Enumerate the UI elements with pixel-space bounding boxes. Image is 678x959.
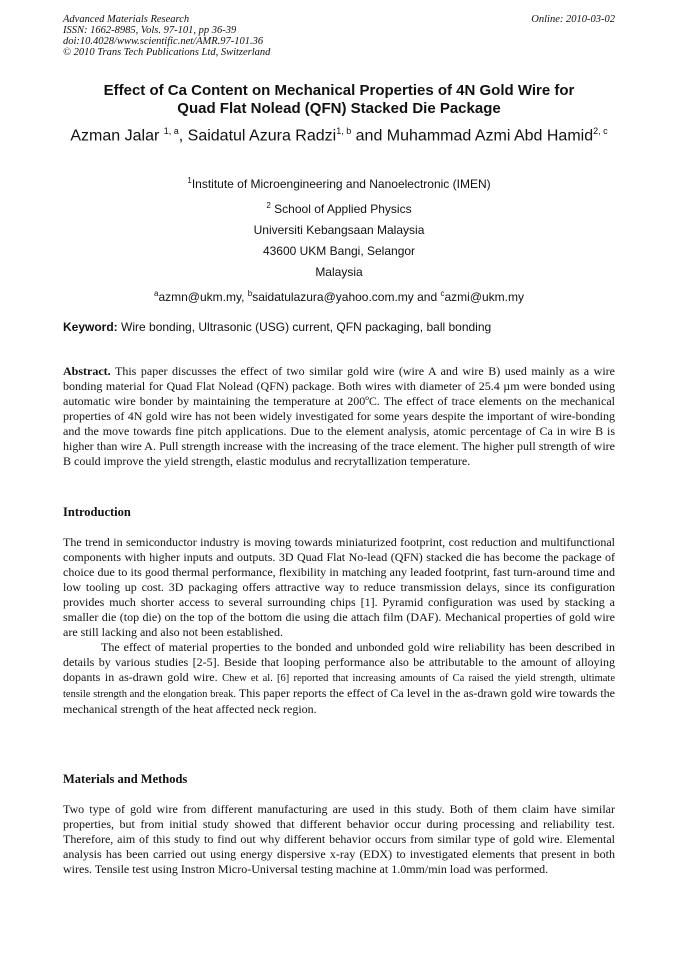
methods-body [63,802,615,877]
email-a-sup: a [153,289,159,298]
title-line-2: Quad Flat Nolead (QFN) Stacked Die Package [177,100,501,117]
introduction-heading: Introduction [63,505,131,519]
affiliation-2 [40,195,638,220]
intro-p2-part-c: This paper reports the effect of Ca level in the as-drawn gold wire towards the mechanical strength of the heat affected neck region. [63,686,616,716]
keyword-text: Wire bonding, Ultrasonic (USG) current, QFN packaging, ball bonding [117,320,492,334]
affiliation-1-sup: 1 [187,176,192,185]
keyword-label: Keyword: [63,320,118,334]
author-1-sup: 1, a [163,126,179,136]
author-1: Azman Jalar [70,127,164,145]
doi-line: doi:10.4028/www.scientific.net/AMR.97-101.36 [63,36,264,47]
title-line-1: Effect of Ca Content on Mechanical Properties of 4N Gold Wire for [103,82,575,99]
abstract-label: Abstract. [63,364,111,378]
copyright-line: © 2010 Trans Tech Publications Ltd, Switzerland [63,47,271,58]
affiliation-2-text: School of Applied Physics [270,202,412,216]
online-date: Online: 2010-03-02 [531,14,615,25]
intro-paragraph-2 [63,640,615,717]
author-2: , Saidatul Azura Radzi [178,127,337,145]
affiliation-1 [40,170,638,195]
abstract-text: This paper discusses the effect of two similar gold wire (wire A and wire B) used mainly as a wire bonding material for Quad Flat Nolead (QFN) package. Both wires with diameter of 25.4 µm were bonded using automatic wire bonder by maintaining the temperature at 200ºC. The effect of trace elements on the mechanical properties of 4N gold wire has not been widely investigated for some years despite the important of wire-bonding and the move towards fine pitch applications. Due to the element analysis, atomic percentage of Ca in wire B is higher than wire A. Pull strength increase with the increasing of the trace element. The higher pull strength of wire B could improve the yield strength, elastic modulus and recrytallization temperature. [63,364,615,468]
university: Universiti Kebangsaan Malaysia [253,223,425,237]
author-3-sup: 2, c [593,126,608,136]
emails [40,283,638,308]
intro-p2-part-a: The effect of material properties to the bonded and unbonded gold wire reliability has been described in details by various studies [2-5]. Beside that looping performance also be attributable to the amount of alloying dopants in as-drawn gold wire. [63,640,615,684]
abstract [63,364,615,469]
introduction-body [63,535,615,717]
author-list [20,126,658,145]
journal-header [63,14,615,58]
affiliation-1-text: Institute of Microengineering and Nanoelectronic (IMEN) [191,177,491,191]
author-2-sup: 1, b [336,126,352,136]
issn-line: ISSN: 1662-8985, Vols. 97-101, pp 36-39 [63,25,237,36]
keywords [63,320,615,334]
affiliations [40,170,638,308]
city: 43600 UKM Bangi, Selangor [262,244,416,258]
email-b: saidatulazura@yahoo.com.my and [252,290,441,304]
intro-p2-part-b: Chew et al. [6] reported that increasing amounts of Ca raised the yield strength, ultimate tensile strength and the elongation break. [63,673,616,700]
country: Malaysia [315,265,363,279]
methods-heading: Materials and Methods [63,772,188,786]
email-a: azmn@ukm.my, [158,290,248,304]
email-c-sup: c [440,289,445,298]
paper-title [40,82,638,118]
affiliation-2-sup: 2 [266,201,271,210]
intro-paragraph-1: The trend in semiconductor industry is moving towards miniaturized footprint, cost reduction and multifunctional components with higher inputs and outputs. 3D Quad Flat No-lead (QFN) stacked die has become the package of choice due to its good thermal performance, flexibility in matching any leaded footprint, fast turn-around time and low tooling up cost. 3D packaging offers attractive way to reduce transmission delays, since its configuration provides much shorter access to several surrounding chips [1]. Pyramid configuration was used by stacking a smaller die (top die) on the top of the bottom die using die attach film (DAF). Mechanical properties of gold wire are still lacking and also not been established. [63,535,615,639]
email-b-sup: b [247,289,253,298]
journal-name: Advanced Materials Research [63,14,190,25]
email-c: azmi@ukm.my [444,290,525,304]
methods-paragraph-1: Two type of gold wire from different manufacturing are used in this study. Both of them claim have similar properties, but from initial study showed that different behavior occur during processing and reliability test. Therefore, aim of this study to find out why different behavior occurs from similar type of gold wire. Elemental analysis has been carried out using energy dispersive x-ray (EDX) to investigated elements that present in both wires. Tensile test using Instron Micro-Universal testing machine at 1.0mm/min load was performed. [63,802,615,876]
author-3: and Muhammad Azmi Abd Hamid [351,127,594,145]
